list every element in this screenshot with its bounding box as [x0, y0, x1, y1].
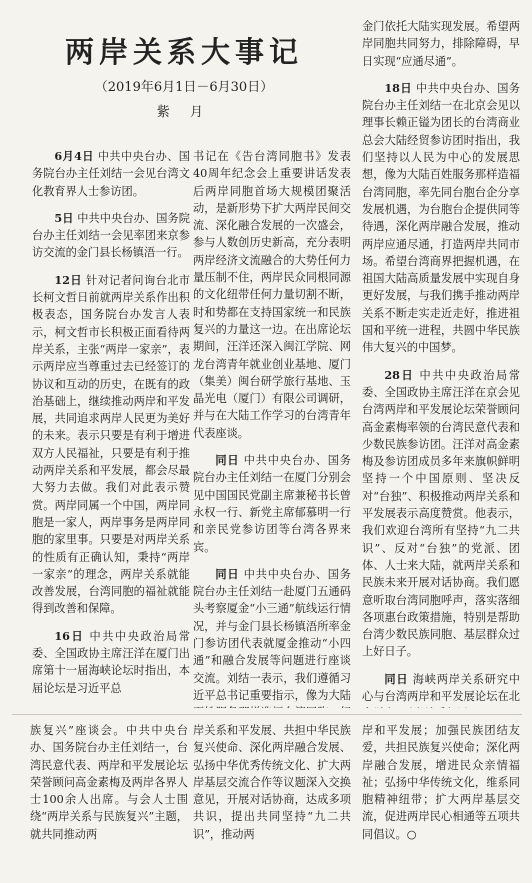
- event-text: 中共中央台办、国务院台办主任刘结一会见率团来京参访交流的金门县长杨镇浯一行。: [32, 211, 190, 260]
- event-text: 中共中央政治局常委、全国政协主席汪洋在京会见台湾两岸和平发展论坛荣誉顾问高金素梅率领的台湾民意代表和少数民族参访团。汪洋对高金素梅及参访团成员多年来旗帜鲜明坚持一个中国原则、坚决反对“台独”、积极推动两岸关系和平发展表示高度赞赏。他表示，我们欢迎台湾所有坚持“九二共识”、反对“台独”的党派、团体、人士来大陆，就两岸关系和民族未来开展对话协商。我们愿意听取台湾同胞呼声，落实落细各项惠台政策措施，特别是帮助台湾少数民族同胞、基层群众过上好日子。: [362, 368, 520, 659]
- event-date: 5日: [54, 210, 74, 225]
- event-entry: [193, 148, 351, 442]
- event-text: 族复兴”座谈会。中共中央台办、国务院台办主任刘结一，台湾民意代表、两岸和平发展论坛荣誉顾问高金素梅及两岸各界人士100余人出席。与会人士围绕“两岸关系与民族复兴”主题，就共同推动两: [30, 724, 188, 841]
- event-text: 针对记者问询台北市长柯文哲日前就两岸关系作出积极表态，国务院台办发言人表示，柯文哲市长积极正面看待两岸关系，主张“两岸一家亲”，表示两岸应当尊重过去已经签订的协议和互动的历史，在既有的政治基础上，继续推动两岸和平发展，共同追求两岸人民更为美好的未来。表示只要是有利于增进双方人民福祉，只要是有利于推动两岸关系和平发展，都会尽最大努力去做。我们对此表示赞赏。两岸同属一个中国，两岸同胞是一家人，两岸事务是两岸同胞的家里事。只要是对两岸关系的性质有正确认知，秉持“两岸一家亲”的理念，两岸关系就能改善发展，台湾同胞的福祉就能得到改善和保障。: [32, 273, 190, 616]
- article-author: 紫 月: [156, 105, 212, 120]
- event-text: 中共中央台办、国务院台办主任刘结一赴厦门五通码头考察厦金“小三通”航线运行情况，并与金门县长杨镇浯所率金门参访团代表就厦金推动“小四通”和融合发展等问题进行座谈交流。刘结一表示，我们遵循习近平总书记重要指示，像为大陆: [193, 567, 351, 702]
- event-text: 海峡两岸关系研究中心与台湾两岸和平发展论坛在北: [362, 672, 520, 703]
- section-divider: [12, 714, 522, 715]
- event-text: 书记在《告台湾同胞书》发表40周年纪念会上重要讲话发表后两岸同胞首场大规模团聚活动，是新形势下扩大两岸民间交流、深化融合发展的一次盛会，参与人数创历史新高，充分表明两岸经济文流融合的大势任何力量压制不住，两岸民众同根同源的文化纽带任何力量切割不断，时和势都在支持国家统一和民族复兴的力量这一边。在出席论坛期间，汪洋还深入闽江学院、网龙台湾青年就业创业基地、厦门（集美）闽台研学旅行基地、玉晶光电（厦门）有限公司调研，并与在大陆工作学习的台湾青年代表座谈。: [193, 150, 351, 440]
- event-date: 6月4日: [54, 149, 94, 163]
- bottom-column-3: [362, 722, 520, 872]
- event-entry: [32, 148, 190, 200]
- event-text: 岸和平发展；加强民族团结友爱，共担民族复兴使命；深化两岸融合发展，增进民众亲情福祉；弘扬中华传统文化，维系同胞精神纽带；扩大两岸基层交流，促进两岸民心相通等五项共同倡议。○: [362, 724, 520, 841]
- event-entry: [362, 80, 520, 357]
- event-text: 中共中央台办、国务院台办主任刘结一在厦门分别会见中国国民党副主席兼秘书长曾永权一行、新党主席郁慕明一行和亲民党参访团等台湾各界来宾。: [193, 454, 351, 554]
- event-entry: [32, 628, 190, 697]
- bottom-column-2: [193, 722, 351, 872]
- event-date: 16日: [54, 628, 85, 643]
- event-date: 12日: [54, 272, 82, 287]
- event-entry: [362, 367, 520, 661]
- text-column-3: [362, 18, 520, 708]
- event-date: 同日: [215, 566, 240, 581]
- event-date: 同日: [215, 453, 240, 468]
- event-entry: [362, 671, 520, 708]
- event-text: 中共中央台办、国务院台办主任刘结一会见台湾文化教育界人士参访团。: [32, 150, 190, 198]
- text-column-1: [32, 148, 190, 708]
- event-text: 中共中央政治局常委、全国政协主席汪洋在厦门出席第十一届海峡论坛时指出，本届论坛是习近平总: [32, 629, 190, 695]
- event-entry: [32, 210, 190, 262]
- event-entry: [193, 566, 351, 708]
- article-header: [18, 16, 350, 132]
- event-date: 同日: [384, 671, 409, 686]
- event-entry: [193, 452, 351, 556]
- article-title: 两岸关系大事记: [64, 35, 303, 69]
- event-entry: [32, 272, 190, 618]
- bottom-column-1: [30, 722, 188, 872]
- event-date: 18日: [384, 80, 412, 95]
- event-date: 28日: [384, 367, 415, 382]
- event-text: 中共中央台办、国务院台办主任刘结一在北京会见以理事长赖正镒为团长的台湾商业总会大陆经贸参访团时指出，我们坚持以人民为中心的发展思想，像为大陆百姓服务那样造福台湾同胞，率先同台胞台企分享发展机遇，为台胞台企提供同等待遇，深化两岸融合发展，推动两岸应通尽通，打造两岸共同市场。希望台湾商界把握机遇，在祖国大陆高质量发展中实现自身更好发展，与我们携手推动两岸关系不断走实走近走好，推进祖国和平统一进程，共圆中华民族伟大复兴的中国梦。: [362, 81, 520, 355]
- event-text: 金门依托大陆实现发展。希望两岸同胞共同努力，排除障碍，早日实现“应通尽通”。: [362, 20, 520, 68]
- article-subtitle: （2019年6月1日－6月30日）: [94, 80, 274, 95]
- event-text: 岸关系和平发展、共担中华民族复兴使命、深化两岸融合发展、弘扬中华优秀传统文化、扩大两岸基层交流合作等议题深入交换意见，开展对话协商，达成多项共识，提出共同坚持“九二共识”，推动两: [193, 724, 351, 841]
- text-column-2: [193, 148, 351, 708]
- event-entry: [362, 18, 520, 70]
